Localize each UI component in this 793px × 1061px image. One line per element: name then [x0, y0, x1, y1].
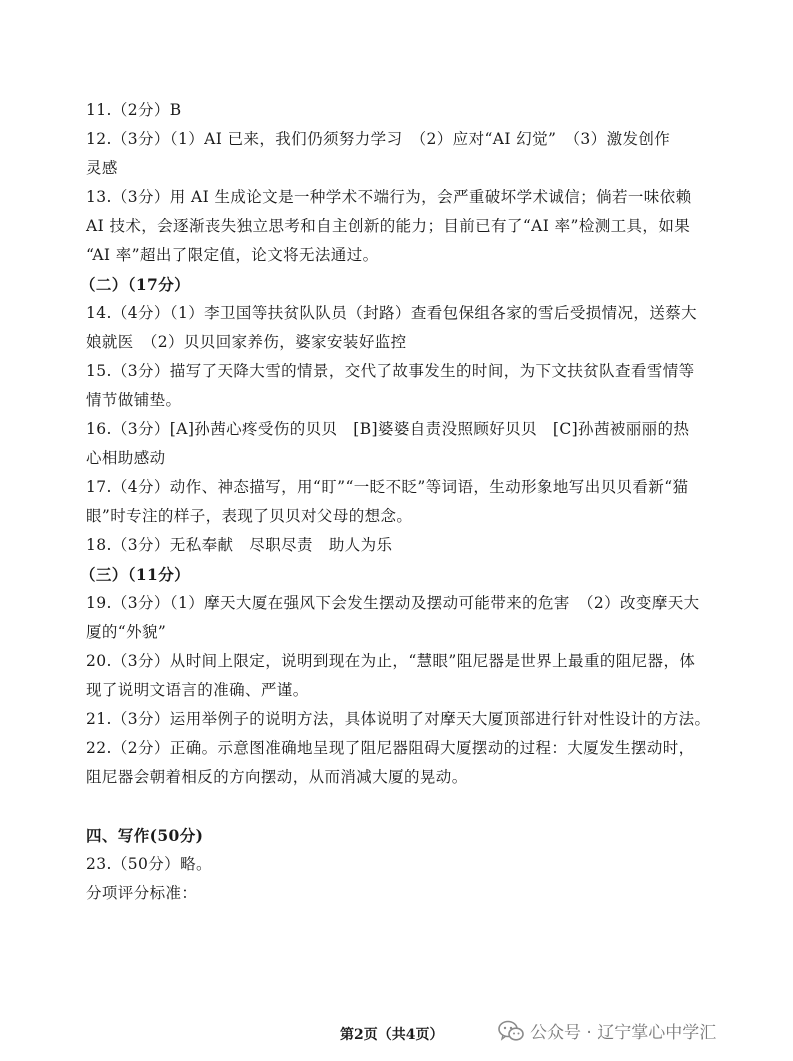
section-heading: （二）（17分）	[80, 275, 191, 294]
answer-line: 22.（2分）正确。示意图准确地呈现了阻尼器阻碍大厦摆动的过程：大厦发生摆动时，	[86, 739, 695, 757]
answer-line: 19.（3分）（1）摩天大厦在强风下会发生摆动及摆动可能带来的危害 （2）改变摩天大	[86, 594, 700, 612]
answer-line: 14.（4分）（1）李卫国等扶贫队队员（封路）查看包保组各家的雪后受损情况，送蔡大	[86, 304, 698, 322]
answer-line: 眼”时专注的样子，表现了贝贝对父母的想念。	[86, 507, 413, 525]
answer-line: 心相助感动	[86, 449, 166, 467]
answer-line: 12.（3分）（1）AI 已来，我们仍须努力学习 （2）应对“AI 幻觉” （3）激发创作	[86, 130, 671, 148]
answer-line: 分项评分标准：	[86, 884, 198, 902]
answer-key-content	[80, 96, 716, 908]
answer-line: AI 技术，会逐渐丧失独立思考和自主创新的能力；目前已有了“AI 率”检测工具，如果	[86, 217, 691, 235]
watermark	[498, 1018, 716, 1043]
answer-line: 16.（3分）[A]孙茜心疼受伤的贝贝 [B]婆婆自责没照顾好贝贝 [C]孙茜被丽丽的热	[86, 420, 690, 438]
answer-line: 11.（2分）B	[86, 101, 182, 119]
answer-line: 厦的“外貌”	[86, 623, 167, 641]
answer-line: “AI 率”超出了限定值，论文将无法通过。	[86, 246, 379, 264]
section-heading: （三）（11分）	[80, 565, 191, 584]
answer-line: 20.（3分）从时间上限定，说明到现在为止，“慧眼”阻尼器是世界上最重的阻尼器，体	[86, 652, 696, 670]
answer-line: 21.（3分）运用举例子的说明方法，具体说明了对摩天大厦顶部进行针对性设计的方法。	[86, 710, 711, 728]
answer-line: 13.（3分）用 AI 生成论文是一种学术不端行为，会严重破坏学术诚信；倘若一味依赖	[86, 188, 692, 206]
spacer	[86, 792, 716, 821]
answer-line: 17.（4分）动作、神态描写，用“盯”“一眨不眨”等词语，生动形象地写出贝贝看新“猫	[86, 478, 689, 496]
answer-line: 23.（50分）略。	[86, 855, 212, 873]
answer-line: 15.（3分）描写了天降大雪的情景，交代了故事发生的时间，为下文扶贫队查看雪情等	[86, 362, 695, 380]
answer-line: 灵感	[86, 159, 118, 177]
answer-line: 现了说明文语言的准确、严谨。	[86, 681, 309, 699]
answer-line: 阻尼器会朝着相反的方向摆动，从而消减大厦的晃动。	[86, 768, 468, 786]
page-number: 第2页（共4页）	[340, 1027, 444, 1043]
wechat-icon	[498, 1020, 524, 1042]
answer-line: 情节做铺垫。	[86, 391, 182, 409]
answer-line: 娘就医 （2）贝贝回家养伤，婆家安装好监控	[86, 333, 407, 351]
answer-line: 18.（3分）无私奉献 尽职尽责 助人为乐	[86, 536, 393, 554]
section-heading: 四、写作(50分)	[86, 826, 204, 845]
watermark-text: 公众号 · 辽宁掌心中学汇	[530, 1023, 717, 1043]
